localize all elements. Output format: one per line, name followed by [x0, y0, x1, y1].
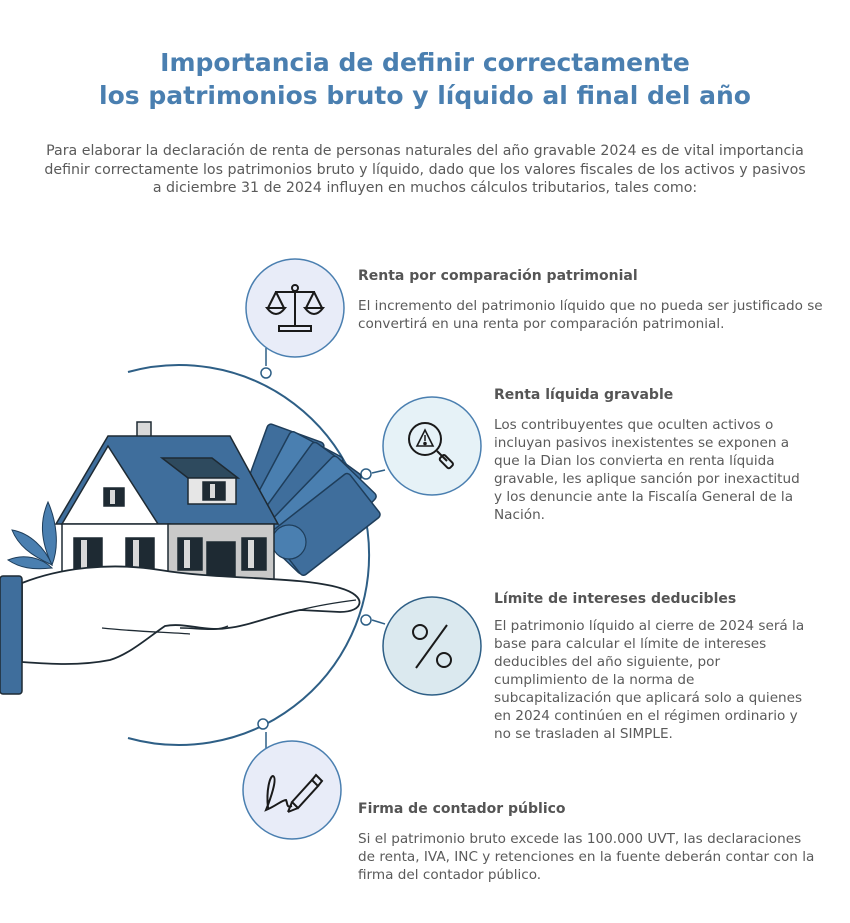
- item-title: Renta líquida gravable: [494, 387, 674, 403]
- icon-circle-3: [383, 597, 481, 695]
- icon-circle-4: [243, 741, 341, 839]
- intro-paragraph: Para elaborar la declaración de renta de personas naturales del año gravable 2024 es de vital importancia definir correctamente los patrimonios bruto y líquido, dado que los valores fiscales de los activos y pasivos a diciembre 31 de 2024 influyen en muchos cálculos tributarios, tales como:: [44, 143, 806, 196]
- arc-node: [258, 719, 268, 729]
- icon-circle-2: [383, 397, 481, 495]
- arc-node: [361, 469, 371, 479]
- arc-node: [261, 368, 271, 378]
- hand: [0, 566, 360, 694]
- item-text: El patrimonio líquido al cierre de 2024 será la base para calcular el límite de intereses deducibles del año siguiente, por cumplimiento de la norma de subcapitalización que aplicará solo a quienes en 2024 continúen en el régimen ordinario y no se trasladen al SIMPLE.: [494, 618, 805, 742]
- item-text: Si el patrimonio bruto excede las 100.000 UVT, las declaraciones de renta, IVA, INC y retenciones en la fuente deberán contar con la firma del contador público.: [358, 831, 815, 883]
- item-title: Límite de intereses deducibles: [494, 591, 737, 607]
- title-line-2: los patrimonios bruto y líquido al final del año: [99, 81, 751, 110]
- icon-circle-1: [246, 259, 344, 357]
- plant-leaves: [8, 502, 56, 569]
- sleeve-cuff: [0, 576, 22, 694]
- arc-node: [361, 615, 371, 625]
- item-text: Los contribuyentes que oculten activos o incluyan pasivos inexistentes se exponen a que la Dian los convierta en renta líquida gravable, les aplique sanción por inexactitud y los denuncie ante la Fiscalía General de la Nación.: [494, 417, 800, 523]
- item-title: Firma de contador público: [358, 801, 566, 817]
- item-text: El incremento del patrimonio líquido que no pueda ser justificado se convertirá en una renta por comparación patrimonial.: [358, 298, 823, 332]
- item-title: Renta por comparación patrimonial: [358, 268, 638, 284]
- coin: [272, 525, 306, 559]
- title-line-1: Importancia de definir correctamente: [160, 48, 690, 77]
